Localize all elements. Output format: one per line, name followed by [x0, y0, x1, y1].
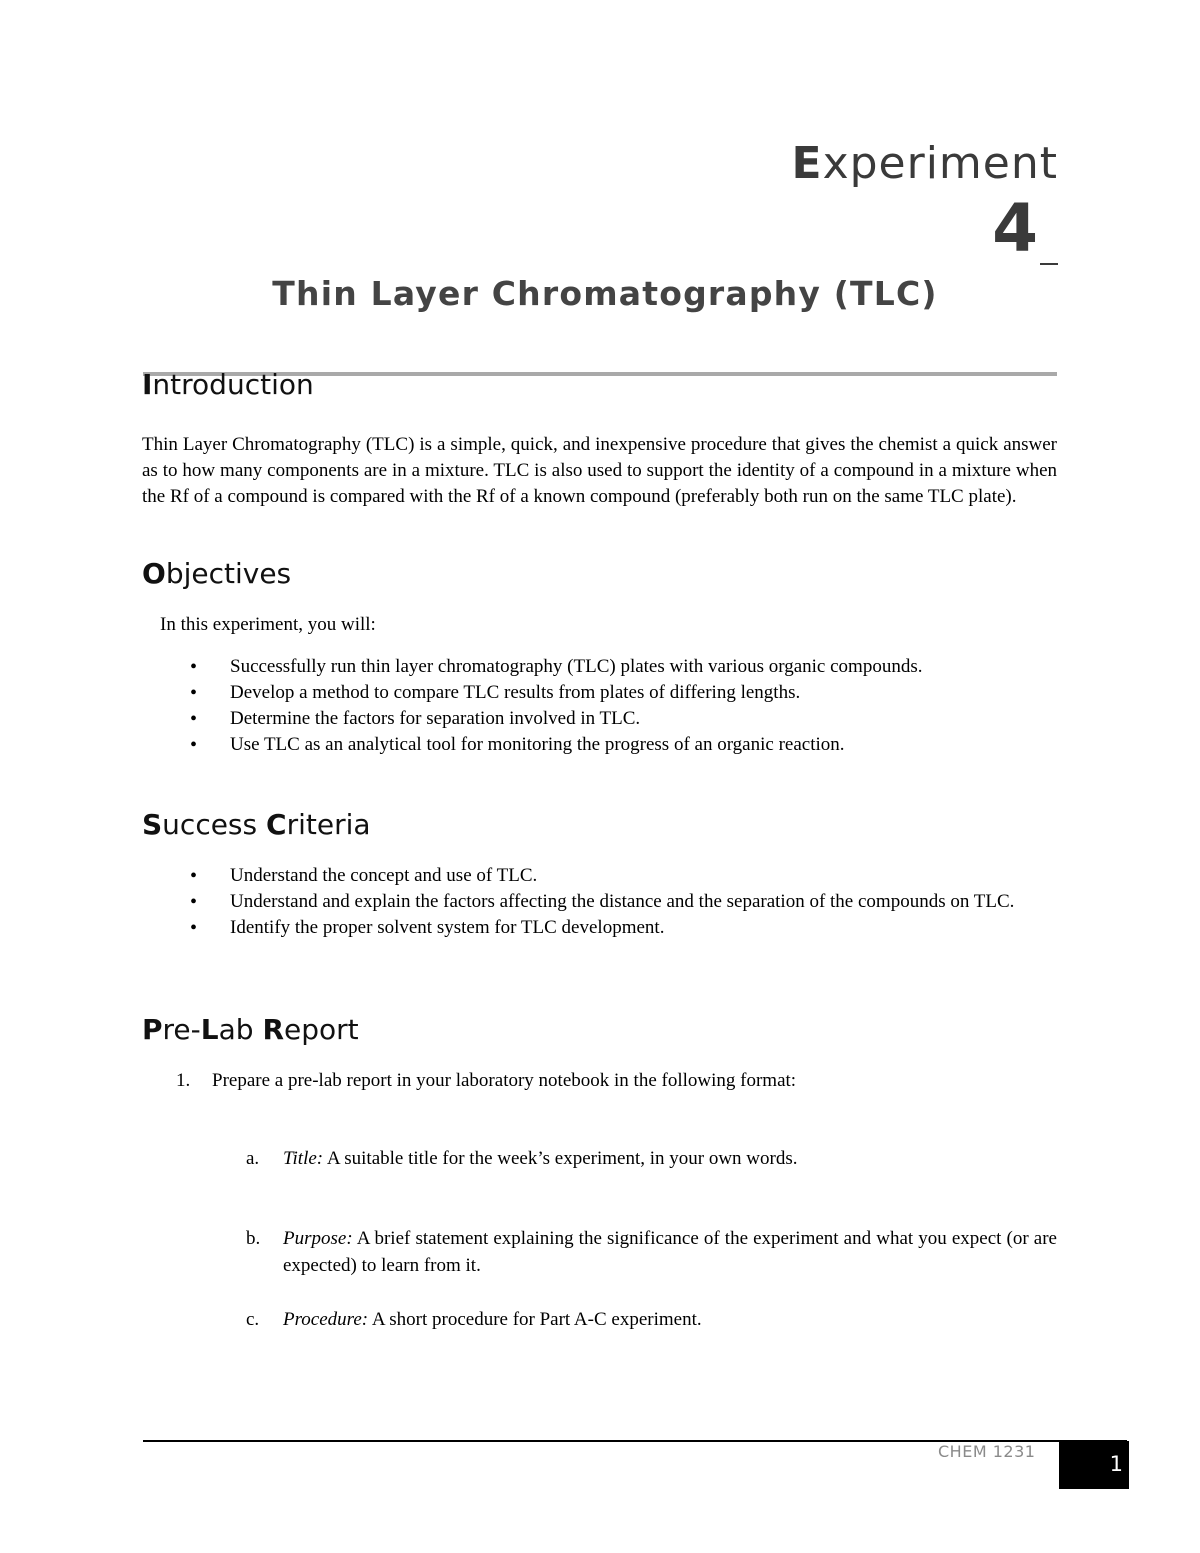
objectives-lead: In this experiment, you will: — [160, 614, 376, 635]
objectives-heading: Objectives — [142, 557, 292, 590]
success-criteria-heading: Success Criteria — [142, 808, 371, 841]
objectives-list — [190, 654, 1058, 758]
list-item: • Successfully run thin layer chromatography (TLC) plates with various organic compounds. — [190, 654, 1058, 680]
list-item: • Understand the concept and use of TLC. — [190, 863, 1058, 889]
prelab-heading: Pre-Lab Report — [142, 1013, 359, 1046]
success-criteria-list — [190, 863, 1058, 941]
page-number: 1 — [1109, 1452, 1123, 1476]
experiment-label: Experiment — [791, 138, 1058, 189]
list-item: • Identify the proper solvent system for TLC development. — [190, 915, 1058, 941]
introduction-heading: Introduction — [142, 368, 314, 401]
prelab-item-1: 1. Prepare a pre-lab report in your laboratory notebook in the following format: — [176, 1070, 797, 1091]
introduction-paragraph: Thin Layer Chromatography (TLC) is a simple, quick, and inexpensive procedure that gives the chemist a quick answer as to how many components are in a mixture. TLC is also used to support the identity of a compound in a mixture when the Rf of a compound is compared with the Rf of a known compound (preferably both run on the same TLC plate). — [142, 434, 1057, 507]
prelab-sub-item-procedure: c. Procedure: A short procedure for Part A-C experiment. — [246, 1309, 702, 1330]
list-item: • Determine the factors for separation involved in TLC. — [190, 706, 1058, 732]
list-item: • Use TLC as an analytical tool for monitoring the progress of an organic reaction. — [190, 732, 1058, 758]
experiment-number: 4 — [992, 196, 1058, 265]
list-item: • Understand and explain the factors affecting the distance and the separation of the compounds on TLC. — [190, 889, 1058, 915]
list-item: • Develop a method to compare TLC results from plates of differing lengths. — [190, 680, 1058, 706]
prelab-sub-item-purpose: b. Purpose: A brief statement explaining the significance of the experiment and what you expect (or are expected) to learn from it. — [246, 1228, 1057, 1276]
prelab-sub-item-title: a. Title: A suitable title for the week’s experiment, in your own words. — [246, 1148, 798, 1169]
page-title: Thin Layer Chromatography (TLC) — [272, 274, 938, 313]
course-code: CHEM 1231 — [938, 1442, 1036, 1461]
